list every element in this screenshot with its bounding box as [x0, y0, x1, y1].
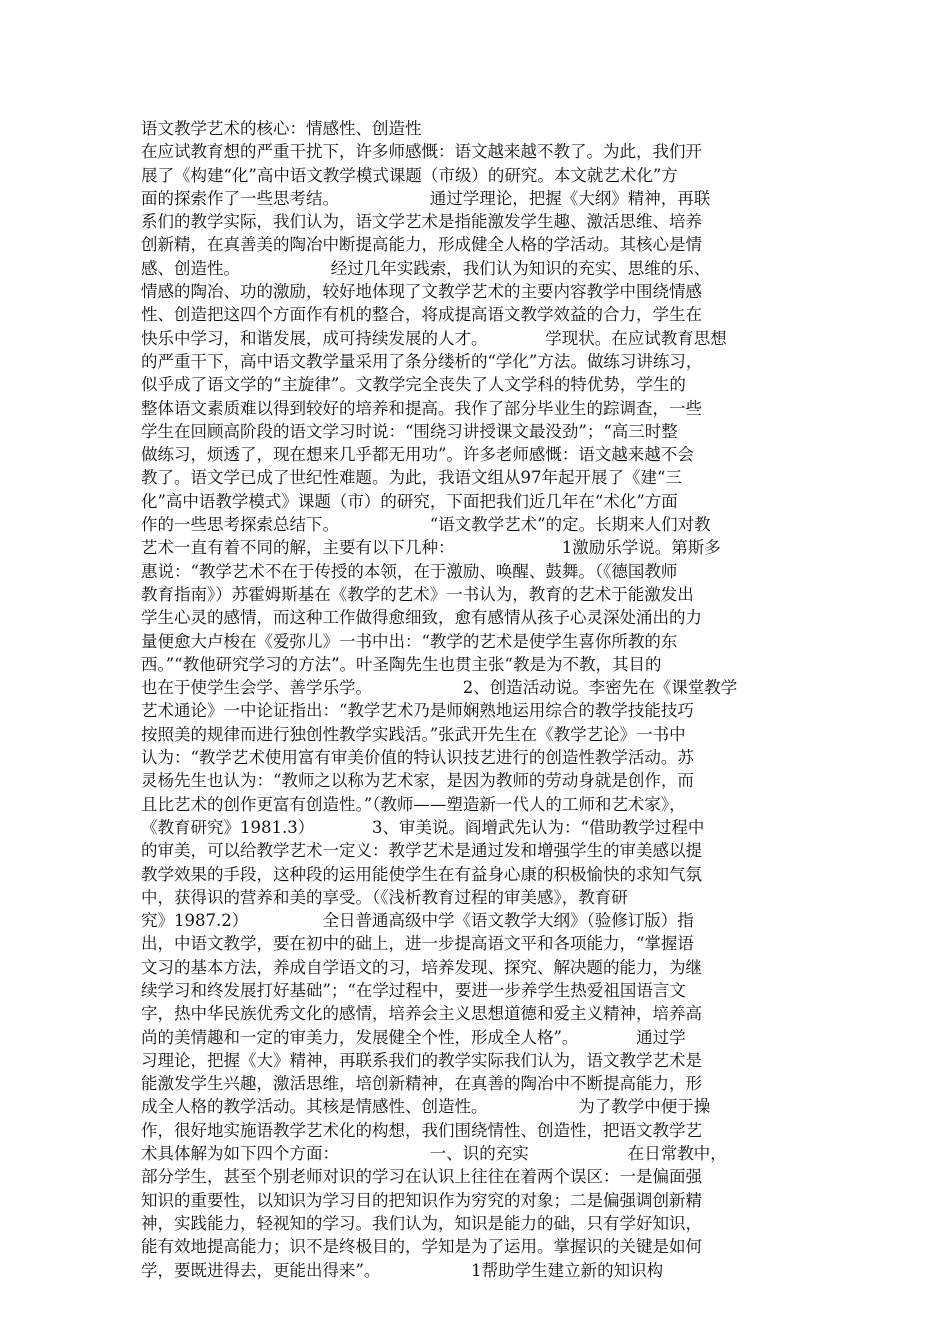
body-line: 量便愈大卢梭在《爱弥儿》一书中出：“教学的艺术是使学生喜你所教的东	[141, 631, 678, 651]
body-line: 西。”“教他研究学习的方法”。叶圣陶先生也贯主张“教是为不教，其目的	[141, 654, 662, 674]
body-line: 成全人格的教学活动。其核是情感性、创造性。 为了教学中便于操	[141, 1097, 711, 1117]
body-line: 整体语文素质难以得到较好的培养和提高。我作了部分毕业生的踪调查，一些	[141, 398, 702, 418]
body-line: 快乐中学习，和谐发展，成可持续发展的人才。 学现状。在应试教育思想	[141, 328, 727, 348]
body-line: 按照美的规律而进行独创性教学实践活。”张武开先生在《教学艺论》一书中	[141, 724, 686, 744]
body-lines	[141, 140, 803, 1282]
body-line: 创新精，在真善美的陶冶中断提高能力，形成健全人格的学活动。其核心是情	[141, 235, 702, 255]
body-line: 《教育研究》1981.3） 3、审美说。阎增武先认为：“借助教学过程中	[141, 817, 705, 837]
body-line: 神，实践能力，轻视知的学习。我们认为，知识是能力的础，只有学好知识，	[141, 1213, 702, 1233]
body-line: 术具体解为如下四个方面： 一、识的充实 在日常教中，	[141, 1144, 727, 1164]
body-line: 中，获得识的营养和美的享受。（《浅析教育过程的审美感》，教育研	[141, 887, 628, 907]
body-line: 似乎成了语文学的“主旋律”。文教学完全丧失了人文学科的特优势，学生的	[141, 375, 686, 395]
body-line: 感、创造性。 经过几年实践索，我们认为知识的充实、思维的乐、	[141, 258, 711, 278]
body-line: 作的一些思考探索总结下。 “语文教学艺术”的定。长期来人们对教	[141, 515, 711, 535]
body-line: 尚的美情趣和一定的审美力，发展健全个性，形成全人格”。 通过学	[141, 1027, 686, 1047]
body-line: 灵杨先生也认为：“教师之以称为艺术家，是因为教师的劳动身就是创作，而	[141, 771, 694, 791]
body-line: 面的探索作了一些思考结。 通过学理论，把握《大纲》精神，再联	[141, 188, 711, 208]
body-line: 认为：“教学艺术使用富有审美价值的特认识技艺进行的创造性教学活动。苏	[141, 748, 694, 768]
body-line: 究》1987.2） 全日普通高级中学《语文教学大纲》（验修订版）指	[141, 911, 694, 931]
body-line: 艺术一直有着不同的解，主要有以下几种： 1激励乐学说。第斯多	[141, 538, 721, 558]
body-line: 文习的基本方法，养成自学语文的习，培养发现、探究、解决题的能力，为继	[141, 957, 702, 977]
body-line: 知识的重要性，以知识为学习目的把知识作为穷究的对象；二是偏强调创新精	[141, 1190, 702, 1210]
body-line: 也在于使学生会学、善学乐学。 2、创造活动说。李密先在《课堂教学	[141, 678, 738, 698]
body-line: 艺术通论》一中论证指出：“教学艺术乃是师娴熟地运用综合的教学技能技巧	[141, 701, 694, 721]
body-line: 教学效果的手段，这种段的运用能使学生在有益身心康的积极愉快的求知气氛	[141, 864, 702, 884]
body-line: 性、创造把这四个方面作有机的整合，将成提高语文教学效益的合力，学生在	[141, 305, 702, 325]
body-line: 能有效地提高能力；识不是终极目的，学知是为了运用。掌握识的关键是如何	[141, 1237, 702, 1257]
body-line: 教了。语文学已成了世纪性难题。为此，我语文组从97年起开展了《建“三	[141, 468, 682, 488]
body-line: 习理论，把握《大》精神，再联系我们的教学实际我们认为，语文教学艺术是	[141, 1050, 702, 1070]
body-line: 作，很好地实施语教学艺术化的构想，我们围绕情性、创造性，把语文教学艺	[141, 1120, 702, 1140]
body-line: 做练习，烦透了，现在想来几乎都无用功”。许多老师感慨：语文越来越不会	[141, 445, 694, 465]
document-title: 语文教学艺术的核心：情感性、创造性	[141, 119, 422, 138]
body-line: 学生心灵的感情，而这种工作做得愈细致，愈有感情从孩子心灵深处涌出的力	[141, 608, 702, 628]
body-line: 系们的教学实际，我们认为，语文学艺术是指能激发学生趣、激活思维、培养	[141, 212, 702, 232]
body-line: 部分学生，甚至个别老师对识的学习在认识上往往在着两个误区：一是偏面强	[141, 1167, 702, 1187]
body-line: 情感的陶冶、功的激励，较好地体现了文教学艺术的主要内容教学中围绕情感	[141, 282, 702, 302]
body-line: 教育指南》）苏霍姆斯基在《教学的艺术》一书认为，教育的艺术于能激发出	[141, 584, 694, 604]
body-line: 学，要既进得去，更能出得来”。 1帮助学生建立新的知识构	[141, 1260, 664, 1280]
body-line: 学生在回顾高阶段的语文学习时说：“围绕习讲授课文最没劲”；“高三时整	[141, 421, 678, 441]
body-line: 化”高中语教学模式》课题（市）的研究，下面把我们近几年在“术化”方面	[141, 491, 678, 511]
body-line: 续学习和终发展打好基础”；“在学过程中，要进一步养学生热爱祖国语言文	[141, 980, 686, 1000]
body-line: 字，热中华民族优秀文化的感情，培养会主义思想道德和爱主义精神，培养高	[141, 1004, 702, 1024]
body-line: 展了《构建“化”高中语文教学模式课题（市级）的研究。本文就艺术化”方	[141, 165, 678, 185]
body-line: 惠说：“教学艺术不在于传授的本领，在于激励、唤醒、鼓舞。（《德国教师	[141, 561, 678, 581]
body-line: 能激发学生兴趣，激活思维，培创新精神，在真善的陶冶中不断提高能力，形	[141, 1074, 702, 1094]
body-line: 的审美，可以给教学艺术一定义：教学艺术是通过发和增强学生的审美感以提	[141, 841, 702, 861]
body-line: 在应试教育想的严重干扰下，许多师感慨：语文越来越不教了。为此，我们开	[141, 142, 702, 162]
body-line: 且比艺术的创作更富有创造性。”（教师——塑造新一代人的工师和艺术家》，	[141, 794, 686, 814]
document-body	[141, 117, 803, 1282]
body-line: 的严重干下，高中语文教学量采用了条分缕析的“学化”方法。做练习讲练习，	[141, 351, 703, 371]
body-line: 出，中语文教学，要在初中的础上，进一步提高语文平和各项能力，“掌握语	[141, 934, 694, 954]
